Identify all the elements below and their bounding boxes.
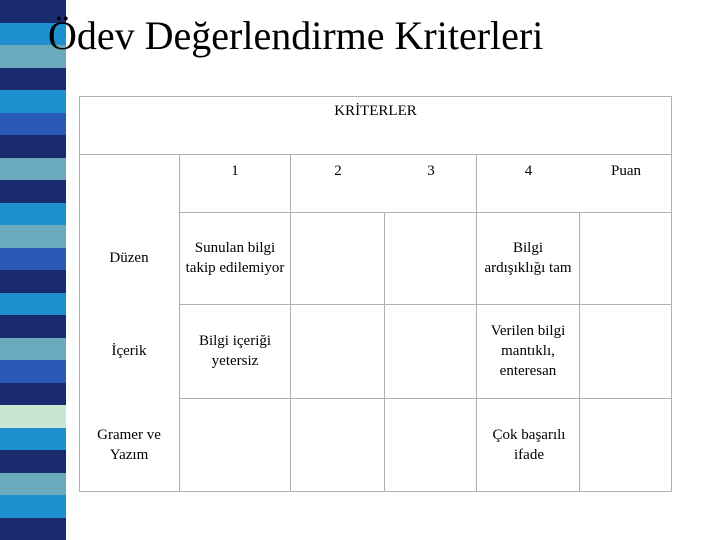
column-header-2: 2: [334, 162, 342, 179]
row-gramer-score-1: [185, 398, 285, 492]
strip-block: [0, 113, 66, 136]
column-header-4: 4: [524, 162, 533, 179]
row-duzen-score-1: Sunulan bilgi takip edilemiyor: [185, 239, 285, 276]
strip-block: [0, 68, 66, 91]
row-gramer-score-4: Çok başarılı ifade: [492, 426, 566, 463]
strip-block: [0, 338, 66, 361]
slide-title: Ödev Değerlendirme Kriterleri: [48, 13, 544, 58]
strip-block: [0, 450, 66, 473]
row-criterion-icerik: İçerik: [111, 342, 147, 359]
strip-block: [0, 158, 66, 181]
table-header: KRİTERLER: [334, 102, 417, 119]
table-col-divider-1: [179, 154, 180, 492]
strip-block: [0, 180, 66, 203]
strip-block: [0, 473, 66, 496]
strip-block: [0, 225, 66, 248]
strip-block: [0, 248, 66, 271]
strip-block: [0, 135, 66, 158]
decorative-side-strip: [0, 0, 66, 540]
table-col-divider-3: [384, 212, 385, 492]
strip-block: [0, 518, 66, 540]
strip-block: [0, 270, 66, 293]
row-icerik-score-1: Bilgi içeriği yetersiz: [198, 332, 272, 369]
table-col-divider-5: [579, 212, 580, 492]
column-header-puan: Puan: [611, 162, 641, 179]
strip-block: [0, 383, 66, 406]
rubric-table: [79, 96, 672, 492]
table-col-divider-2: [290, 154, 291, 492]
strip-block: [0, 495, 66, 518]
row-icerik-score-4: Verilen bilgi mantıklı, enteresan: [490, 322, 566, 380]
strip-block: [0, 405, 66, 428]
strip-block: [0, 428, 66, 451]
row-criterion-duzen: Düzen: [109, 249, 149, 266]
column-header-1: 1: [231, 162, 239, 179]
strip-block: [0, 315, 66, 338]
table-col-divider-4: [476, 154, 477, 492]
column-header-3: 3: [427, 162, 435, 179]
strip-block: [0, 90, 66, 113]
row-duzen-score-4: Bilgi ardışıklığı tam: [484, 239, 572, 276]
strip-block: [0, 293, 66, 316]
strip-block: [0, 203, 66, 226]
row-criterion-gramer: Gramer ve Yazım: [97, 426, 161, 463]
strip-block: [0, 360, 66, 383]
